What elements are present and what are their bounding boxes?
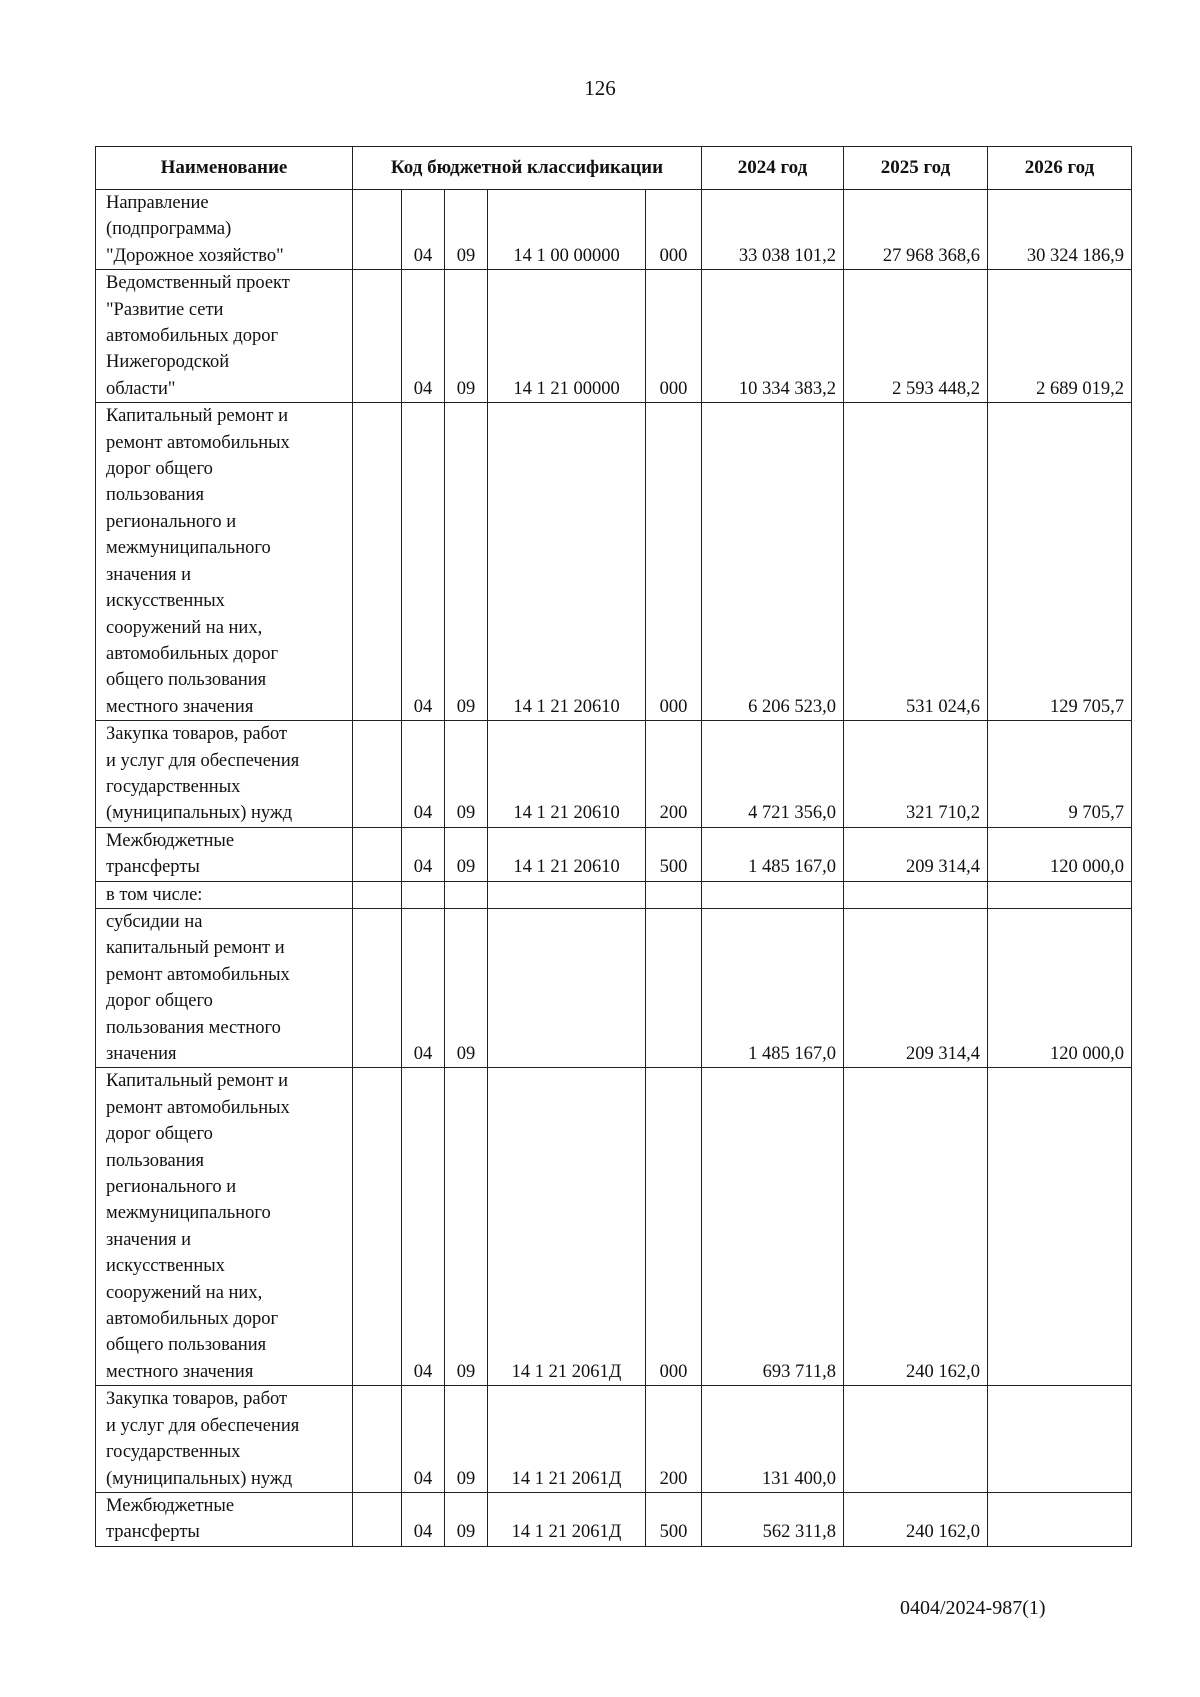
table-row [96,403,1132,721]
amount-2024: 562 311,8 [702,1492,844,1546]
table-row [96,190,1132,270]
code-blank [353,190,402,270]
code-section: 04 [402,1386,445,1493]
table-row [96,270,1132,403]
row-name: Межбюджетные трансферты [96,1492,353,1546]
code-blank [353,827,402,881]
code-section: 04 [402,827,445,881]
code-subsection: 09 [445,1492,488,1546]
amount-2025: 209 314,4 [844,827,988,881]
code-expense-type: 000 [646,403,702,721]
table-row [96,721,1132,828]
code-subsection: 09 [445,403,488,721]
amount-2024: 1 485 167,0 [702,908,844,1067]
amount-2026: 9 705,7 [988,721,1132,828]
code-expense-type: 000 [646,190,702,270]
code-subsection: 09 [445,827,488,881]
code-section: 04 [402,270,445,403]
amount-2025: 321 710,2 [844,721,988,828]
code-section: 04 [402,908,445,1067]
amount-2025: 27 968 368,6 [844,190,988,270]
table-row [96,1068,1132,1386]
amount-2024 [702,881,844,908]
table-row [96,827,1132,881]
amount-2026 [988,1386,1132,1493]
amount-2025: 531 024,6 [844,403,988,721]
amount-2026 [988,1492,1132,1546]
code-subsection: 09 [445,270,488,403]
amount-2024: 131 400,0 [702,1386,844,1493]
code-blank [353,1492,402,1546]
row-name: Межбюджетные трансферты [96,827,353,881]
code-target-article: 14 1 21 2061Д [488,1068,646,1386]
amount-2026: 129 705,7 [988,403,1132,721]
row-name: Закупка товаров, работ и услуг для обеспечения государственных (муниципальных) нужд [96,1386,353,1493]
budget-table [95,146,1132,1547]
code-blank [353,403,402,721]
row-name: Капитальный ремонт и ремонт автомобильных дорог общего пользования регионального и межмуниципального значения и искусственных сооружений на них, автомобильных дорог общего пользования местного значения [96,403,353,721]
amount-2026: 2 689 019,2 [988,270,1132,403]
table-row [96,1492,1132,1546]
table-row [96,908,1132,1067]
code-blank [353,721,402,828]
header-2025: 2025 год [844,147,988,190]
amount-2026: 30 324 186,9 [988,190,1132,270]
document-id: 0404/2024-987(1) [900,1597,1046,1619]
table-header-row [96,147,1132,190]
row-name: Закупка товаров, работ и услуг для обеспечения государственных (муниципальных) нужд [96,721,353,828]
amount-2026: 120 000,0 [988,827,1132,881]
code-target-article [488,908,646,1067]
page-number: 126 [584,76,616,100]
code-subsection: 09 [445,908,488,1067]
amount-2025: 2 593 448,2 [844,270,988,403]
code-section: 04 [402,721,445,828]
code-expense-type: 500 [646,1492,702,1546]
code-blank [353,270,402,403]
row-name: субсидии на капитальный ремонт и ремонт автомобильных дорог общего пользования местного значения [96,908,353,1067]
code-expense-type: 000 [646,1068,702,1386]
code-section: 04 [402,1068,445,1386]
code-blank [353,1068,402,1386]
code-target-article: 14 1 00 00000 [488,190,646,270]
code-expense-type [646,908,702,1067]
amount-2025 [844,881,988,908]
code-blank [353,881,402,908]
code-section: 04 [402,403,445,721]
amount-2026 [988,1068,1132,1386]
amount-2024: 1 485 167,0 [702,827,844,881]
amount-2026: 120 000,0 [988,908,1132,1067]
amount-2024: 693 711,8 [702,1068,844,1386]
amount-2024: 4 721 356,0 [702,721,844,828]
code-target-article: 14 1 21 2061Д [488,1386,646,1493]
amount-2025 [844,1386,988,1493]
table-row [96,881,1132,908]
code-expense-type: 200 [646,721,702,828]
header-2026: 2026 год [988,147,1132,190]
code-target-article: 14 1 21 20610 [488,721,646,828]
code-subsection: 09 [445,1068,488,1386]
code-section: 04 [402,190,445,270]
code-subsection: 09 [445,721,488,828]
code-section [402,881,445,908]
amount-2025: 240 162,0 [844,1492,988,1546]
amount-2024: 10 334 383,2 [702,270,844,403]
code-target-article: 14 1 21 00000 [488,270,646,403]
code-target-article: 14 1 21 2061Д [488,1492,646,1546]
code-expense-type: 500 [646,827,702,881]
amount-2025: 209 314,4 [844,908,988,1067]
header-2024: 2024 год [702,147,844,190]
amount-2024: 6 206 523,0 [702,403,844,721]
amount-2024: 33 038 101,2 [702,190,844,270]
code-subsection: 09 [445,1386,488,1493]
row-name: в том числе: [96,881,353,908]
code-blank [353,1386,402,1493]
table-row [96,1386,1132,1493]
header-code: Код бюджетной классификации [353,147,702,190]
table-body [96,190,1132,1547]
code-section: 04 [402,1492,445,1546]
amount-2025: 240 162,0 [844,1068,988,1386]
row-name: Капитальный ремонт и ремонт автомобильных дорог общего пользования регионального и межмуниципального значения и искусственных сооружений на них, автомобильных дорог общего пользования местного значения [96,1068,353,1386]
code-expense-type [646,881,702,908]
code-blank [353,908,402,1067]
code-target-article: 14 1 21 20610 [488,403,646,721]
code-subsection [445,881,488,908]
row-name: Направление (подпрограмма) "Дорожное хозяйство" [96,190,353,270]
code-subsection: 09 [445,190,488,270]
code-target-article [488,881,646,908]
row-name: Ведомственный проект "Развитие сети автомобильных дорог Нижегородской области" [96,270,353,403]
code-target-article: 14 1 21 20610 [488,827,646,881]
code-expense-type: 200 [646,1386,702,1493]
amount-2026 [988,881,1132,908]
header-name: Наименование [96,147,353,190]
code-expense-type: 000 [646,270,702,403]
